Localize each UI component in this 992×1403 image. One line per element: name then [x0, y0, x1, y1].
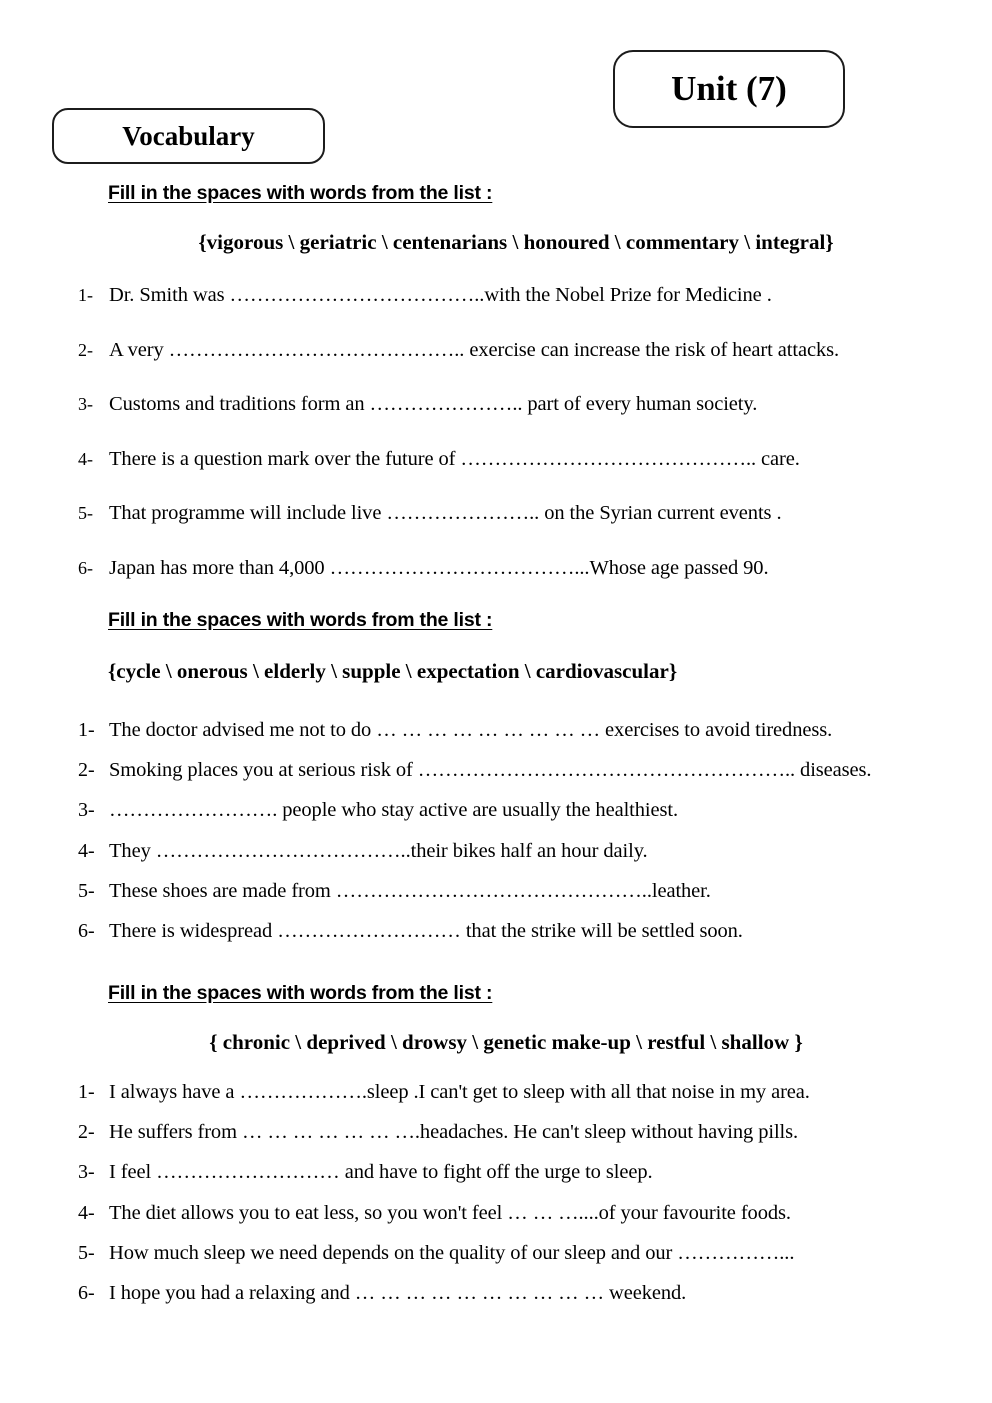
question-item — [78, 502, 962, 557]
question-text: That programme will include live ………………….. on the Syrian current events . — [109, 502, 782, 524]
question-number: 6- — [78, 557, 93, 578]
question-item — [78, 339, 962, 394]
question-number: 2- — [78, 1121, 95, 1144]
question-item — [78, 1202, 962, 1242]
question-number: 1- — [78, 1081, 95, 1103]
question-number: 4- — [78, 1201, 95, 1224]
vocabulary-label: Vocabulary — [122, 120, 255, 151]
question-text: A very …………………………………….. exercise can increase the risk of heart attacks. — [109, 338, 840, 361]
question-text: The doctor advised me not to do … … … … … … … … … exercises to avoid tiredness. — [109, 719, 833, 741]
question-item — [78, 1121, 962, 1161]
question-number: 3- — [78, 799, 95, 822]
section-1-word-list: {vigorous \ geriatric \ centenarians \ honoured \ commentary \ integral} — [198, 230, 834, 254]
question-number: 5- — [78, 503, 93, 523]
question-text: ……………………. people who stay active are usually the healthiest. — [109, 799, 679, 822]
section-3-heading: Fill in the spaces with words from the list : — [108, 982, 493, 1004]
question-number: 6- — [78, 1281, 95, 1304]
question-item — [78, 719, 962, 759]
question-item — [78, 1161, 962, 1201]
question-number: 1- — [78, 719, 95, 741]
question-text: The diet allows you to eat less, so you won't feel … … …....of your favourite foods. — [109, 1201, 791, 1224]
question-number: 5- — [78, 1241, 95, 1264]
question-number: 1- — [78, 285, 93, 305]
vocabulary-box — [52, 108, 325, 164]
question-number: 3- — [78, 1161, 95, 1184]
question-item — [78, 1242, 962, 1282]
question-text: They ………………………………..their bikes half an hour daily. — [109, 839, 648, 862]
question-text: There is widespread ……………………… that the strike will be settled soon. — [109, 919, 743, 942]
question-item — [78, 1282, 962, 1322]
question-text: Smoking places you at serious risk of ……………………………………………….. diseases. — [109, 759, 872, 782]
question-text: These shoes are made from ………………………………………..leather. — [109, 879, 711, 902]
question-text: I always have a ……………….sleep .I can't get to sleep with all that noise in my area. — [109, 1081, 810, 1103]
question-number: 5- — [78, 879, 95, 902]
unit-title: Unit (7) — [671, 69, 787, 108]
question-item — [78, 799, 962, 839]
question-text: There is a question mark over the future of …………………………………….. care. — [109, 447, 800, 470]
question-item — [78, 880, 962, 920]
question-item — [78, 393, 962, 448]
question-number: 2- — [78, 339, 93, 360]
question-text: He suffers from … … … … … … ….headaches. He can't sleep without having pills. — [109, 1121, 799, 1144]
section-2-questions — [78, 719, 962, 960]
question-item — [78, 840, 962, 880]
unit-title-box — [613, 50, 845, 128]
question-item — [78, 1081, 962, 1121]
question-item — [78, 759, 962, 799]
section-3-questions — [78, 1081, 962, 1322]
question-item — [78, 284, 962, 339]
question-number: 6- — [78, 919, 95, 942]
section-2-word-list: {cycle \ onerous \ elderly \ supple \ expectation \ cardiovascular} — [108, 659, 678, 683]
question-item — [78, 920, 962, 960]
question-number: 4- — [78, 839, 95, 862]
section-3-word-list: { chronic \ deprived \ drowsy \ genetic make-up \ restful \ shallow } — [209, 1030, 803, 1054]
section-1-questions — [78, 284, 962, 611]
question-text: Japan has more than 4,000 ………………………………...Whose age passed 90. — [109, 556, 769, 579]
section-1-heading: Fill in the spaces with words from the list : — [108, 182, 493, 204]
question-text: How much sleep we need depends on the quality of our sleep and our ……………... — [109, 1241, 795, 1264]
question-item — [78, 557, 962, 612]
question-number: 4- — [78, 448, 93, 469]
question-item — [78, 448, 962, 503]
question-text: I hope you had a relaxing and … … … … … … … … … … weekend. — [109, 1281, 687, 1304]
question-text: Dr. Smith was ………………………………..with the Nobel Prize for Medicine . — [109, 284, 772, 306]
question-text: Customs and traditions form an ………………….. part of every human society. — [109, 393, 758, 415]
section-2-heading: Fill in the spaces with words from the list : — [108, 609, 493, 631]
question-number: 3- — [78, 394, 93, 414]
question-text: I feel ……………………… and have to fight off the urge to sleep. — [109, 1161, 653, 1184]
question-number: 2- — [78, 759, 95, 782]
